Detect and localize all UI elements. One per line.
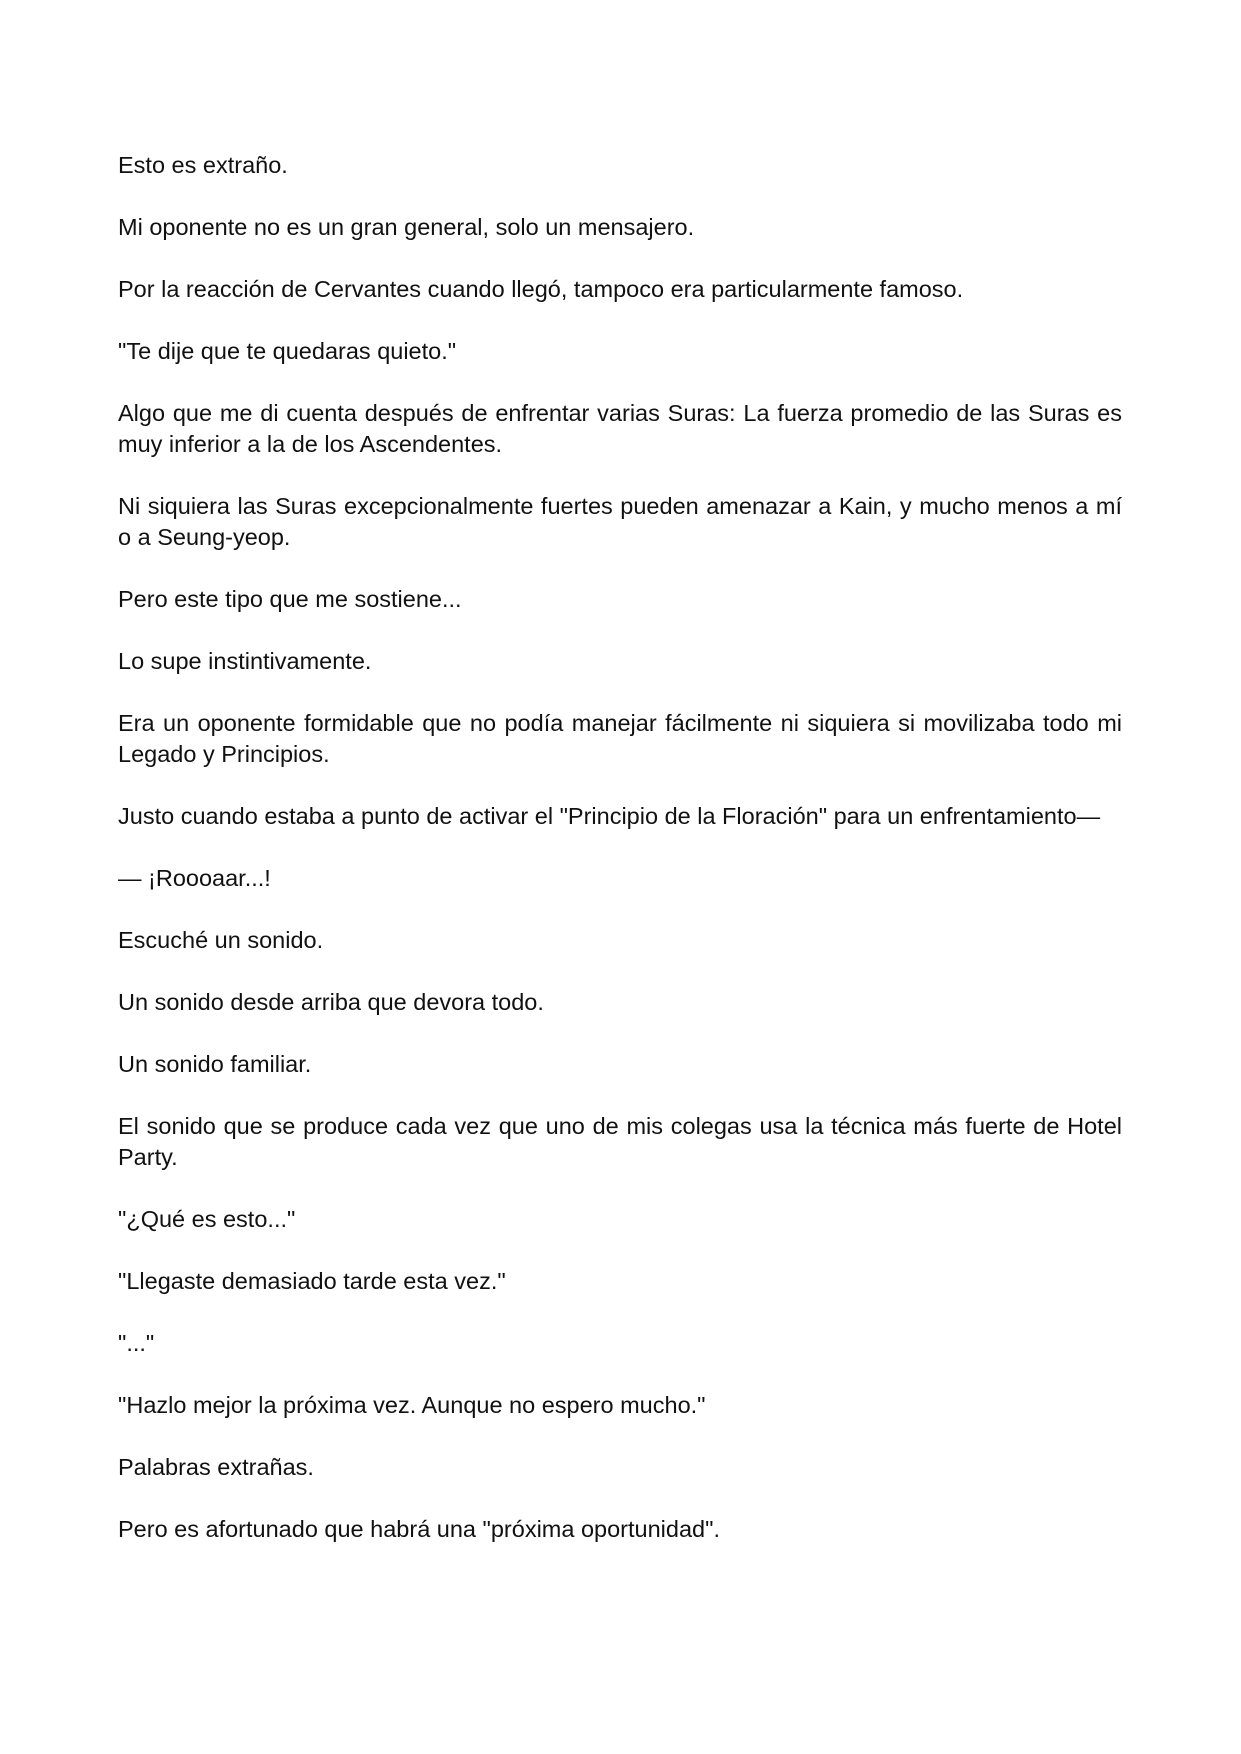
paragraph: Algo que me di cuenta después de enfrentar varias Suras: La fuerza promedio de las Suras es muy inferior a la de los Ascendentes. xyxy=(118,400,1122,457)
paragraph: El sonido que se produce cada vez que uno de mis colegas usa la técnica más fuerte de Hotel Party. xyxy=(118,1113,1122,1170)
paragraph: Lo supe instintivamente. xyxy=(118,648,372,674)
paragraph: Mi oponente no es un gran general, solo un mensajero. xyxy=(118,214,695,240)
paragraph: Ni siquiera las Suras excepcionalmente fuertes pueden amenazar a Kain, y mucho menos a mí o a Seung-yeop. xyxy=(118,493,1122,550)
paragraph: Por la reacción de Cervantes cuando llegó, tampoco era particularmente famoso. xyxy=(118,276,964,302)
paragraph: — ¡Roooaar...! xyxy=(118,865,271,891)
document-body xyxy=(118,150,1122,1576)
paragraph: Justo cuando estaba a punto de activar el "Principio de la Floración" para un enfrentamiento— xyxy=(118,803,1101,829)
paragraph: "Te dije que te quedaras quieto." xyxy=(118,338,457,364)
paragraph: Escuché un sonido. xyxy=(118,927,324,953)
paragraph: Un sonido desde arriba que devora todo. xyxy=(118,989,544,1015)
paragraph: "..." xyxy=(118,1330,155,1356)
paragraph: Pero este tipo que me sostiene... xyxy=(118,586,462,612)
paragraph: Un sonido familiar. xyxy=(118,1051,312,1077)
paragraph: "¿Qué es esto..." xyxy=(118,1206,296,1232)
paragraph: "Llegaste demasiado tarde esta vez." xyxy=(118,1268,506,1294)
paragraph: Esto es extraño. xyxy=(118,152,288,178)
paragraph: Pero es afortunado que habrá una "próxima oportunidad". xyxy=(118,1516,720,1542)
paragraph: "Hazlo mejor la próxima vez. Aunque no espero mucho." xyxy=(118,1392,706,1418)
paragraph: Era un oponente formidable que no podía manejar fácilmente ni siquiera si movilizaba todo mi Legado y Principios. xyxy=(118,710,1122,767)
paragraph: Palabras extrañas. xyxy=(118,1454,314,1480)
